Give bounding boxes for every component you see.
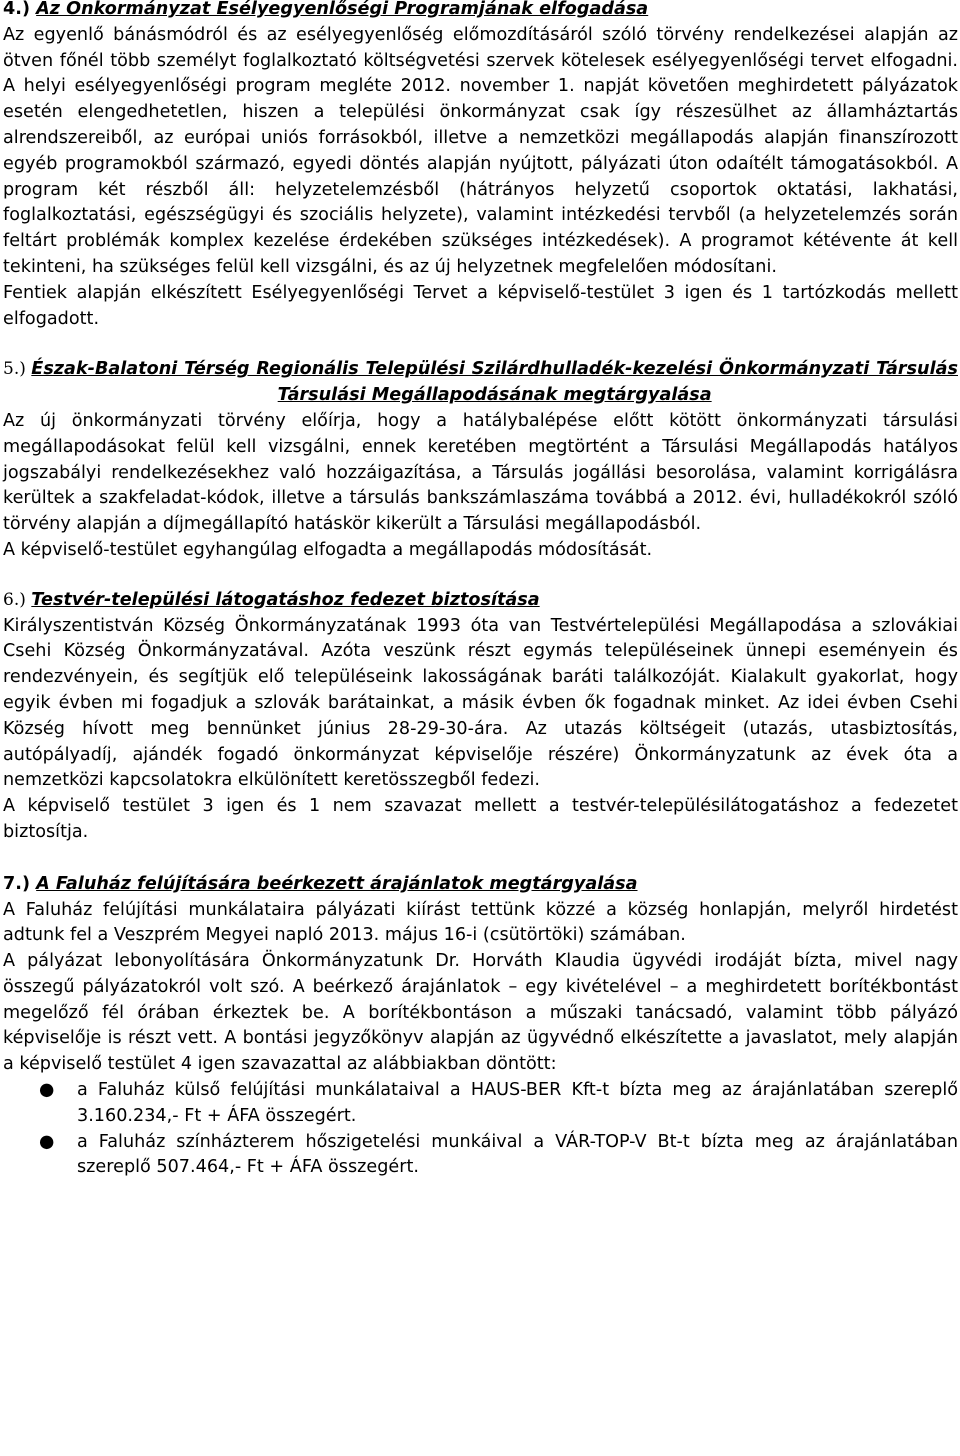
section-5-paragraph-1: Az új önkormányzati törvény előírja, hogy a hatálybalépése előtt kötött önkormányzati társulási megállapodásokat felül kell vizsgálni, ennek keretében megtörtént a Társulási Megállapodás hatályos jogszabályi rendelkezésekhez való hozzáigazítása, a Társulás jogállási besorolása, valamint korrigálásra kerültek a szakfeladat-kódok, illetve a társulás bankszámlaszáma továbbá a 2012. évi, hulladékokról szóló törvény alapján a díjmegállapító hatáskör kikerült a Társulási megállapodásból. [3,410,958,535]
section-7-heading [3,872,958,898]
section-7-number: 7.) [3,873,37,894]
section-4-paragraph-2: Fentiek alapján elkészített Esélyegyenlőségi Tervet a képviselő-testület 3 igen és 1 tartózkodás mellett elfogadott. [3,282,958,329]
list-item-text: a Faluház színházterem hőszigetelési munkáival a VÁR-TOP-V Bt-t bízta meg az árajánlatában szereplő 507.464,- Ft + ÁFA összegért. [77,1131,958,1178]
section-6-number: 6.) [3,589,32,610]
list-item [3,1130,958,1182]
section-7 [3,872,958,1182]
bullet-icon: ● [39,1080,55,1101]
section-5-number: 5.) [3,359,32,380]
section-4-number: 4.) [3,0,37,19]
section-7-paragraph-1: A Faluház felújítási munkálataira pályázati kiírást tettünk közzé a község honlapján, melyről hirdetést adtunk fel a Veszprém Megyei napló 2013. május 16-i (csütörtöki) számában. [3,899,958,946]
section-4 [3,0,958,332]
section-4-heading [3,0,958,23]
section-6 [3,588,958,846]
list-item [3,1078,958,1130]
section-7-title: A Faluház felújítására beérkezett árajánlatok megtárgyalása [36,873,638,894]
section-6-title: Testvér-települési látogatáshoz fedezet biztosítása [31,589,540,610]
bullet-icon: ● [39,1131,55,1152]
section-6-paragraph-1: Királyszentistván Község Önkormányzatának 1993 óta van Testvértelepülési Megállapodása a szlovákiai Csehi Község Önkormányzatával. Azóta veszünk részt egymás településeinek ünnepi eseményein és rendezvényein, és segítjük elő településeink lakosságának baráti találkozóját. Kialakult gyakorlat, hogy egyik évben mi fogadjuk a szlovák barátainkat, a másik évben ők fogadnak minket. Az idei évben Csehi Község hívott meg bennünket június 28-29-30-ára. Az utazás költségeit (utazás, utasbiztosítás, autópályadíj, ajándék fogadó önkormányzat képviselője részére) Önkormányzatunk az évek óta a nemzetközi kapcsolatokra elkülönített keretösszegből fedezi. [3,615,958,791]
section-7-paragraph-2: A pályázat lebonyolítására Önkormányzatunk Dr. Horváth Klaudia ügyvédi irodáját bízta, mivel nagy összegű pályázatokról volt szó. A beérkező árajánlatok – egy kivételével – a meghirdetett borítékbontást megelőző fél órában érkeztek be. A borítékbontáson a műszaki tanácsadó, valamint több pályázó képviselője is részt vett. A bontási jegyzőkönyv alapján az ügyvédnő elkészítette a javaslatot, mely alapján a képviselő testület 4 igen szavazattal az alábbiakban döntött: [3,951,958,1075]
section-6-paragraph-2: A képviselő testület 3 igen és 1 nem szavazat mellett a testvér-településilátogatáshoz a fedezetet biztosítja. [3,796,958,842]
section-5-paragraph-2: A képviselő-testület egyhangúlag elfogadta a megállapodás módosítását. [3,539,653,560]
list-item-text: a Faluház külső felújítási munkálataival a HAUS-BER Kft-t bízta meg az árajánlatában szereplő 3.160.234,- Ft + ÁFA összegért. [77,1080,958,1126]
section-5-heading [3,357,958,409]
section-4-title: Az Önkormányzat Esélyegyenlőségi Programjának elfogadása [36,0,649,19]
section-5-title: Észak-Balatoni Térség Regionális Települési Szilárdhulladék-kezelési Önkormányzati Társulás Társulási Megállapodásának megtárgyalása [31,359,958,406]
decision-list [3,1078,958,1181]
section-5 [3,357,958,563]
section-4-paragraph-1: Az egyenlő bánásmódról és az esélyegyenlőség előmozdításáról szóló törvény rendelkezései alapján az ötven főnél több személyt foglalkoztató költségvetési szervek kötelesek esélyegyenlőségi tervet elfogadni. A helyi esélyegyenlőségi program megléte 2012. november 1. napját követően meghirdetett pályázatok esetén elengedhetetlen, hiszen a települési önkormányzat csak így részesülhet az államháztartás alrendszereiből, az európai uniós forrásokból, illetve a nemzetközi megállapodás alapján finanszírozott egyéb programokból származó, egyedi döntés alapján nyújtott, pályázati úton odaítélt támogatásokból. A program két részből áll: helyzetelemzésből (hátrányos helyzetű csoportok oktatási, lakhatási, foglalkoztatási, egészségügyi és szociális helyzete), valamint intézkedési tervből (a helyzetelemzés során feltárt problémák komplex kezelése érdekében szükséges intézkedések). A programot kétévente át kell tekinteni, ha szükséges felül kell vizsgálni, és az új helyzetnek megfelelően módosítani. [3,24,958,277]
section-6-heading [3,588,958,614]
